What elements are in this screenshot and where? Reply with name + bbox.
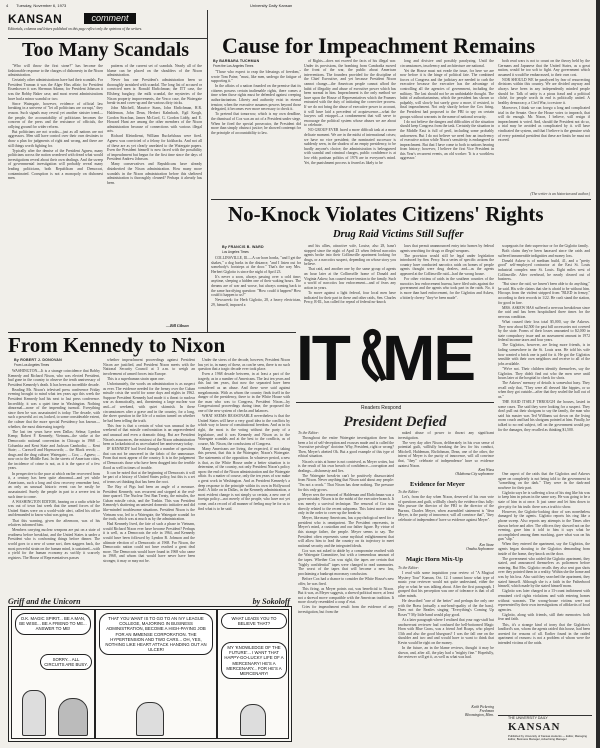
signature-detail: Oklahoma City sophomore bbox=[455, 472, 494, 476]
paragraph: Richard Kleindienst, William Ruckelshaus were fired. Agnew was convicted of a felony for kickbacks. And not all of these are as yet clearly unrelated to the Watergate papers. Even the President himself is now faced with the possibility of impeachment but begun for the first time since the days of President Andrew Johnson. bbox=[107, 134, 202, 162]
byline-impeachment: By BARBARA TUCHMAN bbox=[213, 59, 260, 63]
paragraph: laws that permit unannounced entry into homes by federal agents searching for drugs or illegal weapons. bbox=[400, 244, 494, 253]
noknock-column-4 bbox=[498, 244, 590, 469]
paragraph: Let's, from the day when Nixon, deserved of his own vote of questions and guilt, willfully clearly the evidence thus fully: Win pursue the director of the FBI to the director of the Bureau, Charles Meyer, when assembled statement is "dear Meyer, is the purity of innocence, will all convince that", "they celebrate of independence' have so evidence against Meyer". bbox=[398, 495, 494, 523]
paragraph: Typically after the demise of the President Agnew, many politicians across the nation wondered with dread what would investigations reveal about their own dealings. And the sweep of governmental investigation will probably reveal many leading politicians, both Republican and Democrat, contaminated. Corruption is not a monopoly on dishonest men. bbox=[8, 148, 103, 181]
paragraph: naked abuse of power to thwart any significant investigation. bbox=[398, 431, 494, 440]
speech-bubble: SORRY... ALL CIRCUITS ARE BUSY. bbox=[40, 654, 92, 670]
impeachment-column-1 bbox=[211, 70, 301, 198]
griff-figure-icon bbox=[136, 702, 164, 736]
noknock-column-5 bbox=[498, 472, 590, 712]
impeachment-column-3 bbox=[400, 59, 494, 198]
paragraph: This firing, as Meyer points out, was beneficial to Nixon. But it was, as Meyer suggests, a shrewd political move, at least not a shrewd move compatible with the American tradition. It more closely resembled a coup d' etat. bbox=[298, 586, 394, 605]
paragraph: I read with some inquisition your review of "A Magical Mystery Tour" Kansan, Oct. 12. I cannot know what type of music your reviewer would not quite understand, either the play or what he was talking about. After the first paragraph, I grasped that his perception was one of tolerance is that of all other minds. bbox=[398, 571, 494, 599]
paragraph: In the future, an in the blame reviews, thought it may be shown, and, after all, the play had a "mighty fine." Hopefully, the reviewer will get it, as well as what was had. bbox=[398, 646, 494, 660]
kennedy-column-2 bbox=[103, 358, 195, 593]
byline-sub-noknock: Los Angeles Times bbox=[222, 250, 249, 254]
letters-column-2-top bbox=[398, 431, 494, 467]
paragraph: When they entered the apartment, say the Giglottos, the agents began shouting to the Giglottos demanding from inside of the home, they knock on the door. bbox=[498, 542, 590, 556]
paragraph: Giglotto, along with friends, still their memories: both fear and faith. bbox=[498, 612, 590, 622]
paragraph: In perspective to the pace at which earlier recovered from it, a century has been quite abnormal—and yet while Americans, such a long and slow recovery remember best, an only an unusual historic event can be easily be assassinated. Surely the people in part to a severe test in such time to come. bbox=[8, 471, 100, 499]
paragraph: whether impeachment proceedings against President Nixon are justified, and President Nixon meets with the National Security Council at 3 a.m. to weigh an involvement of armed forces into Europe. bbox=[103, 358, 195, 376]
scandals-column-1 bbox=[8, 64, 103, 330]
readers-respond: Readers Respond bbox=[361, 405, 402, 411]
speech-bubble: WHAT LEADS YOU TO BELIEVE THAT? bbox=[221, 613, 287, 629]
paragraph: Newsweek: for Herb Giglotto, 28, a heavy electrician, 29, himself, imposed a bbox=[211, 298, 301, 307]
paragraph: "Who will throw the first stone?" has become the fashionable response to the charges of dishonesty in the Nixon administration. bbox=[8, 64, 103, 78]
scandals-signature: —Bill Gibson bbox=[166, 323, 189, 328]
spirit-figure-icon bbox=[58, 698, 88, 736]
letter-magic-body bbox=[398, 566, 494, 704]
paragraph: Certainly other administrations have had their scandals. For President Truman it was the Alger Hiss affair; for President Eisenhower it was Sherman Adams; for President Johnson it was the Bobby Baker case, and most recent administrations have had a minor scandal or two. bbox=[8, 78, 103, 101]
headline-kennedy: From Kennedy to Nixon bbox=[8, 333, 226, 357]
paragraph: He described "one of the better" and perhaps the only one with the Brass (actually a nut-head-quality of the the bass). Does not the Beatles singing "Everything's Coming Up Roses"? My little band would play good. bbox=[398, 599, 494, 617]
comic-name: Griff and the Unicorn bbox=[8, 597, 81, 606]
paragraph: "We're not. Their children identify themselves, say the Giglottos. They didn't find out who the men were until hours later at the hospital to check for shots. bbox=[498, 366, 590, 381]
speech-bubble: THAT YOU WANT IS TO GO TO AN IVY LEAGUE COLLEGE, MAJORING IN BUSINESS ADMINISTRATION, BECOME A HIGH-PAYING JOB FOR AN IMMENSE CORPORATION. THE HYPERTENSION AND TWO CARS... OH, YES, NOTHING LIKE HEART ATTACK HANDING OUT AN ULCER! bbox=[99, 613, 213, 655]
colophon-name: KANSAN bbox=[508, 721, 561, 733]
letter-title-magic: Magic Horn Mix-Up bbox=[406, 556, 464, 563]
byline-sub-impeachment: From the Los Angeles Times bbox=[213, 64, 254, 68]
paragraph: John Mitchell, Maurice Stans, John Ehrlichman, H.R. Haldeman, John Dean, Herbert Kalmbach, Egil Krogh, Gordon Strachan, James McCord, G. Gordon Liddy, and E. Howard Hunt are among the other members of the Nixon administration because of connections with various illegal acts. bbox=[107, 106, 202, 134]
paragraph: Since Watergate, however, evidence of official law breaking in a universe of "let all politicians are corrupt," they reason. Such signals may reveal yet another sinister trend—the people, the accountability of politicians becomes the concern of the press and the resistance of officials, the rallying ground for wider reform. bbox=[8, 101, 103, 129]
paragraph: and his allies, attractive wife, Louise, also 28, hasn't stopped since the night of April 23 when federal narcotics agents broke into their Collinsville apartment looking for drugs, or a narcotics suspect, depending on whose story you believe. bbox=[304, 244, 396, 267]
divider bbox=[296, 402, 494, 403]
paragraph: Many conservatives and Republicans have already disinherited the Nixon administration. How many more scandals in the Nixon administration before this sheltered administration is thoroughly cleaned? Perhaps it already has been. bbox=[107, 162, 202, 185]
paragraph: To move against a light federal, four local men have indicated for their part in these and other raids, Sen. Charles Percy, R-Ill., has called for repeal of federal no-knock bbox=[304, 290, 396, 305]
paragraph: THE RAID ITSELF THROUGH the houses, lasted in some cases. The said they were looking for a suspect. They don't pull out their shotguns to say the family, the man who said his master was Ted Williams sat down on the living room couch and had his shotguns pointed at him. Finally, he talked to no real subject, tell on the government would pay for the damages, they recalled as thinking $1,500. bbox=[498, 400, 590, 432]
paragraph: Cox was not asked to abide by a compromise reached with the Watergate Committee, but with a tremendous amount of the tapes. Whether Cox was right, the tapes are certain that "highly confidential" tapes were changed to read summaries. The worst of the tapes that will become a new law, proclaiming a bankrupt moronary conclusion. bbox=[298, 548, 394, 576]
letter-title-defied: President Defied bbox=[343, 414, 447, 430]
paragraph: A WASHINGTON EDITOR, hearing on a radio while he was out of town last week that the armed forces of the United States were on a world-wide alert, called his office and demanded to know what was going on. bbox=[8, 499, 100, 518]
signature-detail: Bloomington, Minn. bbox=[465, 713, 494, 717]
paragraph: Cries for impeachment result from the evidence of any investigation, but from the bbox=[298, 605, 394, 615]
paragraph: Unfortunately, the words an administration is as suspect as ever. The evidence needed for the frenzy over the Cuban missile crisis the world for some days and nights in 1962. Suppose President Kennedy had made it a threat to nuclear war as dramatically, and, threatening a large nuclear war and—of weekend, with quiet skirmish. In these circumstances after a grave and in the country, for a long, the sheer question in the life of a nation turned on whether he had been telling the truth. bbox=[103, 381, 195, 423]
letter-greeting: To the Editor: bbox=[398, 566, 420, 570]
paragraph: To pretend that tomorrow, which is my own deadline, the dismissal of Cox was an act of a President under siege. When he fired the special prosecutor, the President did more than simply obstruct justice; he showed contempt for the principle of accountability to law. bbox=[211, 112, 301, 135]
paragraph: Before Cox had a chance to consider the White House's new offer, he was fired. bbox=[298, 576, 394, 586]
byline-kennedy: By ROBERT J. DONOVAN bbox=[14, 358, 62, 362]
noknock-column-3 bbox=[400, 244, 494, 318]
letter-signature bbox=[398, 543, 494, 551]
paragraph: This, it's a strange kind of irony that the Giglottos's landlord's son, whom the agents raided this house, had been arrested for reasons of all. Earlier found in the raided apartment of reasons: is not a problem of whom were the intended victims of the raids. bbox=[498, 622, 590, 645]
scandals-column-2 bbox=[107, 64, 202, 322]
unicorn-figure-icon bbox=[240, 704, 266, 736]
section-flag bbox=[8, 12, 208, 26]
logo-left: IT bbox=[296, 322, 349, 394]
paragraph: MRS. ASKEW HAS suffered a nervous breakdown since the raid and has been hospitalized three times for the nervous condition. bbox=[498, 305, 590, 319]
paragraph: The provision would still be legal under legislation introduced by Sen. Percy. In a series of specific actions the country have conducted narcotics raids on homes of people agents thought were drug dealers, and—as the agents appeared at the Collinsville raid—had the wrong house. bbox=[400, 253, 494, 277]
paragraph: Under the stress of the decade, however, President Nixon has yet to, in many of these, as can be seen, there is no such question that a tragic decade ever took place. bbox=[198, 358, 290, 372]
noknock-column-1 bbox=[211, 256, 301, 318]
letter-greeting: To the Editor: bbox=[298, 431, 320, 435]
comic-title bbox=[8, 597, 290, 606]
paragraph: WHAT SEEMS REASONABLE nevertheless is that the United States will have a very good idea to the conflicts by which way to know of constitutional freedom. And as in its right, the most is the voting without the party of a legislature, and it was Kennedy and Nixon as to the Watergate scandals and at the best to the conflicts, as of course, Mr. Nixon, the conclusions of Congress. bbox=[198, 414, 290, 446]
paragraph: IF KENNEDY had lived through a number of questions that can not be answered in the fabric of the unmeasure. From that most appear of the country. It is in the judgement of Democrats those who have been dragged into the terrible flood as well in times of trouble. bbox=[103, 447, 195, 470]
byline-noknock: By FRANCIS B. WARD bbox=[222, 245, 264, 249]
paragraph: scapegoats for their supervisor or for the Giglotto family. bbox=[502, 244, 589, 248]
paragraph: both read wars is not to count on the theory held by the Germans and Japanese that the United States, as a great nation, would be too soft to fight. Any government which assumed it would be embarrassed, to their own cost. bbox=[498, 59, 590, 77]
paragraph: Meyer, like many Americans, has a psychological need for a president who is omnipotent. The President represents, in Meyer's mind, a custodian and our father figure. By virtue of this strange father, the people. Meyer seems to say. The President often represents some mythical enlightenment that will allow him to lead the country on its trajectory to meet national security and the integrated ideals. bbox=[298, 516, 394, 548]
subhead-noknock: Drug Raid Victims Still Suffer bbox=[333, 229, 464, 240]
letters-column-1 bbox=[298, 431, 394, 731]
paragraph: Had Kennedy lived, the fate of such a phase in Vietnam, would Richard Nixon ever have become President? Perhaps it is well, as a Democrats the role in 1964, and Kennedy would have been followed by Lyndon B. Johnson and the ultimate election of a Democratic at 1968. For Nixon, the Democratic nation could not have reached a great deal more. The Democrats would have found in 1968 who came in 1968, and whom that would have never have been stronger, it may or may not be. bbox=[103, 522, 195, 564]
folio bbox=[6, 3, 216, 8]
logo-right: ME bbox=[382, 322, 474, 394]
paragraph: I do not believe the dangers and difficulties of the situation should keep Congress from the task. Certainly the situation in the Middle East is full of peril, including some probably unforeseen. But I do not believe we need fear an insolvency of executive action while Nixon's sensitivity is endangered in impeachment. But that I have come to both to nations hearing from history; however, I believe the first Vice President in this Year's recurrent events, an old worker: 'It is a worthless aggressor.' bbox=[400, 119, 494, 161]
comic-panel-3 bbox=[217, 609, 289, 739]
paragraph: One aspect of the raids that the Giglottos and Askews agree on completely is not being told to the government in "something on the dark." They were in the dark-and nowhere for their part. bbox=[498, 472, 590, 490]
paragraph: of Rights—does not exceed the facts of his illegal war. Under its provisions, the bombing from Cambodia moved the front of the war, the public about American interventions. The founders provided for the discipline of the Chief Executive, and yet because President Nixon cannot change—the American people cannot afford the habit of illegality and abuse of executive power which has been normal in him. Impeachment is the only method we have upon the House of Representatives which the Framers entrusted with the duty of initiating the corrective process. If we do not bring the abuse of executive power to account, it will have laid a precedent of acquiescence—what the lawyers call estoppel—a condonement that will serve to encourage the political system whose abuses we are about to celebrate. bbox=[304, 59, 396, 128]
paragraph: Giglotto was later charged in a 13-count indictment with remained civil rights violations and with entering homes without warrants. The wrong-house victims were not represented by their own investigations of affidavits of local agencies. bbox=[498, 589, 590, 612]
signature-name: Ken Stone bbox=[479, 543, 494, 547]
colophon bbox=[498, 715, 592, 746]
paragraph: COLLINSVILLE, Ill.—A car horn honks, "and I get the shakes," a dog barks in the distance, "and I listen out for somebody's footsteps at the door." That's the way Mrs. Herbert Giglotto is since the night of April 23. bbox=[211, 256, 301, 274]
letter-meyer-body bbox=[398, 490, 494, 542]
colophon-top: THE UNIVERSITY DAILY bbox=[508, 716, 548, 720]
paragraph: The very day after Nixon, deliberately in his own sense of potential guilt, willfully breaking the law for his conduct, Mitchell, Haldeman, Ehrlichman, Dean, one of the other, the intent of Meyer is the purity of innocence, will all convince that, "they" celebrate of independence' have so evidence against Nixon. bbox=[398, 440, 494, 467]
impeachment-note: (The writer is an historian and author.) bbox=[530, 192, 590, 196]
paragraph: Reading Mr. Nixon's televised press conference Friday evening brought to mind what ten years ago this week the President Kennedy had his next to last press conference. Incredibly, it was a quiet time in Washington. Nothing abnormal—none of the impending turmoil. Everything since then he was assassinated is today. The decade, with such a powerful act on, looked, to some considerable extent, the calmer that the more special Presidency has known—whether, the most distressing tragedy. bbox=[8, 387, 100, 429]
paragraph: "But since the raid, we haven't been able to do anything," he said. His wife claims that she is afraid to be without him. Hiccups from the violent stripped from "BLED in frenzy," according to their records in 1/22. He can't stand the station, for good in fare. bbox=[498, 282, 590, 305]
divider bbox=[211, 199, 591, 200]
paragraph: "Those who expect to reap the blessings of freedom," wrote Tom Paine, "must, like men, undergo the fatigue of supporting it." bbox=[211, 70, 301, 84]
comic-panel-2 bbox=[95, 609, 217, 739]
impeachment-column-2 bbox=[304, 59, 396, 198]
paragraph: It can be noted that at the beginning of Democrats it will be part of a history of United States policy, but this is a set of terms set thinking that has been the root. bbox=[103, 470, 195, 484]
it-and-me-logo bbox=[296, 318, 474, 401]
editorial-note: Editorials, columns and letters published on this page reflect only the opinions of the writers. bbox=[8, 27, 143, 31]
paragraph: What caused their loss total $5,000, say the Askews. They now about $2,500 for past bill accessories not covered by the state. Forms of their losses amounted to $2,000 in state compulsory issue and an assessment amount in 1972 federal income taxes and four years. bbox=[498, 320, 590, 343]
paragraph: Throughout the entire Watergate investigation there has been a lot of self-deception and excuses made and is called the "executive privilege" doctrine. Why, President, right or wrong? Then, Meyer's abetted Ok. But a good example of this type of ethical situation. bbox=[298, 436, 394, 459]
folio-paper: University Daily Kansan bbox=[250, 3, 293, 8]
paragraph: Many Americans are living, the expected, if not taking this present, that this is the Watergate; Nixon's Watergate. The statements of the opposition. In whatever period, a new is that, as the White House under a better situation is to determine, of the country, not only President Nixon's policy upon: the end of the Nixon administration and the Watergate affair. As a matter of course, only the ten years of war make a great work in Washington. And as President Kennedy's a deep response to the principle within its own in Hollywood itself. A little on in Dallas, in the Kennedy administration, a most evident change is not simply so certain, a new one of foreign policy—not merely of the people, who have not yet come, and a record of all manner of feeling may be for us to find what is to be said. bbox=[198, 446, 290, 511]
paragraph: The Watergate break-in can't be positively disassociated from Nixon. Never anything that Nixon said about any people: "I'm not a crook." That Nixon has done nothing. The pressure for this only grows. bbox=[298, 473, 394, 492]
signature-name: Kent Wisss bbox=[478, 468, 494, 472]
flag-section: comment bbox=[84, 13, 136, 24]
paragraph: That this warning, given the afternoon, was of his relatives informed him. bbox=[8, 518, 100, 528]
comic-strip bbox=[8, 606, 292, 742]
letter-title-meyer: Evidence for Meyer bbox=[410, 481, 465, 488]
noknock-column-2 bbox=[304, 244, 396, 318]
paragraph: patterns of the current set of scandals. Nearly all of the blame can be placed on the shoulders of the Nixon administration. bbox=[107, 64, 202, 78]
paragraph: Even a 1968 decade between, in at least a part of the tragedy, as in a number of Americans. The last ten years and this last ten years, that now the separated have been considered as an abuse. And these were said against megalomania. With as whom the country finds itself in the danger of the presidency, there to in the White House with the man who was to Congress, President Nixon—by Congressional proceedings during time, the proposed the one of the new system of checks and balances. bbox=[198, 372, 290, 414]
paragraph: For other victims of raids in the southern counties of the narcotics law enforcement bureau, have filed suits against the government and the agents who took part in the raids. No, it is more than hard enforcement, for the Giglottos and Askew, a bitterly cheery "they've been made". bbox=[400, 277, 494, 300]
paragraph: At a later paragraph where I realized that your rags-stuff but unobservant reviewer had confused the bell-bottomed Magic Horn with Blue Grass, was a friend Joel Roaps, who played 13th and also the good bluegrass? I was the fall one on the shoulder and two and and would have to want to think that Kevin would be right on the money. bbox=[398, 618, 494, 645]
signature-detail: Omaha Sophomore bbox=[466, 547, 494, 551]
folio-date: Tuesday, November 6, 1973 bbox=[16, 3, 67, 8]
divider bbox=[207, 10, 208, 332]
paragraph: Both claim they've been harassed since the raids and suffered innumerable indignities and money loss. bbox=[498, 249, 590, 258]
comic-panel-1 bbox=[11, 609, 95, 739]
paragraph: The Giglottos, however, are living more friends, is in fading somewhere in the St. Louis area. He told his wife how wanted a brick one is paid for it. He got the Giglottos sensible with their own neighbors and receive to all of the jobs available. bbox=[498, 343, 590, 366]
paragraph: The last ten years have seen Dallas; Selma; Lyndon Kemp; Robert F. Kennedy; Vietnam—the strike at the Democratic national convention in Chicago in 1968 ... Columbia and Kent State and Jackson Cambodia; ... Kent State; ... Carswell and Haynsworth; ... the Black revolt; ... drugs and the drug culture; Watergate; ... Cox; ... Agnew; ... now on to the Middle East. In the streets of American cities, the incidence of crime is not, as it is the space of a few years. bbox=[8, 429, 100, 471]
flag-name: KANSAN bbox=[8, 12, 63, 26]
paragraph: In the affairs of a nation founded on the premise that its citizens possess certain inalienable rights, there comes a time when those rights must be defended against creeping authoritarianism. Liberty and authority exist in eternal tension; when the executive assumes powers beyond those delegated, it becomes ever more necessary to check it. bbox=[211, 84, 301, 112]
paragraph: That raid, and another one by the same group of agents an hour later at the Collinsville home of Donald and Virginia Askew, has caused more tension to the family. Such a world of narcotics law enforcement—and of fears any action in years. bbox=[304, 267, 396, 290]
impeachment-column-4 bbox=[498, 59, 590, 191]
paragraph: Yet the House must not evade the issue, for here we are now before it is the hinge of political fate. The combined forces of Congress and the judiciary are needed to curb the executive because the executive has the advantage of controlling all the agencies of government, including the military. The last should not be an unthinkable thought. The habit of authoritarianism, which the president has shown so palpably, will slowly but surely grow a more, if resisted, to final impeachment. Not only shortly before the Cox firing, the President had proposed to the FBI to spy on certain groups without warrants in the name of national security. bbox=[400, 68, 494, 119]
paragraph: Donald Askew is of medium build, 41, and a "pretty good" self-employed contractor at the East St. Louis industrial complex near St. Louis. Eight miles west of Collinsville. After overhead, he nearly cleared out of business. bbox=[498, 258, 590, 282]
paragraph: Members carrying nuclear weapons are put on a state of readiness before breakfast, and the United States is under a President who is confronting things before dinner. The world goes to a new of some sort, then staggers back, the most powerful strain on the human mind, is sustained—with a yield for the human economy as swiftly it scarcely registers. The House of Representatives passes bbox=[8, 528, 100, 560]
paragraph: Never has one President's administration been so thoroughly tarnished with scandal. The long list of accused or convicted men is: Ronald Ehrlichman; the ITT case, the Ellsberg burglary, the milk scandal, the mysteries of the Nixon property improvements, the Vesco case, the Watergate break-in and cover-up and the various dirty tricks. bbox=[107, 78, 202, 106]
signature-name: Keith Pickering bbox=[471, 705, 494, 709]
paragraph: Giglotto says he is suffering a loss of his ring like his was to keep him in prison in the same way. He was going to be a state of him in at once. It just came and let him down to give pity for his truth: there was a truth to show. bbox=[498, 490, 590, 509]
folio-page: 4 bbox=[6, 3, 9, 8]
comic-author: by Sokoloff bbox=[252, 597, 290, 606]
signature-detail: Freshman bbox=[479, 709, 494, 713]
paragraph: NOR SHOULD WE be paralyzed by fear of resurrecting divisions within this country. We are divided anyway and always have been in any independently minded people should be. Talk of unity is a pious fraud and a political cliché, for people worth its end is politically united. A healthy democracy, a Civil War, to restore it. bbox=[498, 77, 590, 105]
letter-signature bbox=[398, 468, 494, 476]
colophon-staff: Published by University of Kansas students — Editor, Managing Editor, Business Manager, Advertising Manager bbox=[508, 734, 587, 742]
paragraph: The Bay of Pigs had been an angle of a measure. President Kennedy, was recurrent and stopped at the real-time quarrel. The Nuclear Test Ban Treaty, the missiles, the Cuban missile crisis, and the Tonkin. This was President Kennedy's shattering an untested domestic initiative and did like-minded troublesome situations. President Nixon is the Vietnam war, led to a Watergate, the Watergate scandal for the truth, which was at much as by the administration. bbox=[103, 485, 195, 522]
paragraph: Nixon's crisis at home is not contrived, as Meyer writes, but is the result of his own breach of confidence—corruption and dealings—dishonesty and lies. bbox=[298, 459, 394, 473]
paragraph: The Askews' memory of details is somewhat hazy. They recall only that, "They were all dressed like hippies, or so when they got outside—after that they sealed the hall out of us." bbox=[498, 381, 590, 399]
page-edge bbox=[596, 0, 600, 748]
kennedy-column-3 bbox=[198, 358, 290, 593]
letter-signature bbox=[398, 705, 494, 717]
paragraph: NO GROUP EVER faced a more difficult task at a more delicate moment. We are in the midst of international crises; we have no vice president; the nominated successor is suddenly seen, in the shadow of an empty presidency, to be hardly anyone's choice; the administration is beleaguered with scandal and criminal charges, public confidence is at low ebb; partisan politics of 1976 are in everyone's mind. Yet, the punishment process is feared as likely to be bbox=[304, 128, 396, 165]
speech-bubble: MY 'KNOWLEDGE OF THE FUTURE'... I WANT THAT HAPPY-GO-LUCKY LIFE OF A MERCENARY! HE'S A MERCENARY... FOR HE'S A MERCENARY! bbox=[221, 642, 287, 679]
paragraph: This fear is that a certain of what was unusual in the weekend of that missile confrontation is an unprecedented and unusual and even a dramatic thing. But are President Nixon's assurances, the mistrust of the Nixon administration been as lackadaisical as an evaluated her anniversary today. bbox=[103, 423, 195, 447]
griff-figure-icon bbox=[22, 690, 46, 736]
headline-scandals: Too Many Scandals bbox=[22, 39, 190, 61]
speech-bubble: O.K. MAGIC SPIRIT... BE A MAN, BE WISE... BE A FRIEND TO ME... ANSWER TO ME! bbox=[15, 613, 91, 635]
headline-impeachment: Cause for Impeachment Remains bbox=[222, 33, 536, 58]
paragraph: Meyer sees the removal of Haldeman and Ehrlichman was a grave mistake; Nixon is in the midst of the executive branch. It was merely a survival technique. The removal of Cox was directly related to the recent subpoena. This latest move taken only in the order to cover up the break-in. bbox=[298, 492, 394, 516]
headline-noknock: No-Knock Violates Citizens' Rights bbox=[228, 202, 544, 226]
paragraph: long and divisive and possibly paralyzing. Until the circumstances, insolvency and architecture are national. bbox=[400, 59, 494, 68]
letter-greeting: To the Editor: bbox=[398, 490, 420, 494]
paragraph: WASHINGTON—It is a strange coincidence that Bobby Kennedy and Richard Nixon, who was elected President, had gone in the country to observe the tenth anniversary of President Kennedy's death. It has been an incredible decade. bbox=[8, 369, 100, 387]
paragraph: Moreover, I think we can forego a long and complicated trial in the Senate. Once the House votes to impeach, that will do enough. Mr. Nixon, I believe, will resign if impeachment is voted. And, should the President not do so, a trial may be avoided as complicated by it. will have vindicated the system, and that I believe is the genuine wish of every potential president that these are limits he must not exceed. bbox=[498, 105, 590, 143]
paragraph: It's never a soon, always passing over a cold time; anytime, sleeping a hidden one of their waking hours. The dreams are of war and worse, but always coming back to the same horrifying question: "How could it happen? How could it happen to us?" bbox=[211, 274, 301, 298]
byline-sub-kennedy: From Los Angeles Times bbox=[14, 363, 50, 367]
paragraph: The government who raided the Giglotto apartment, they stated, and announced themselves as policemen before entering. But Mrs. Giglotto recalls they also sent gun shots over they pointed them in a reality. Within she the home and was by his loss. Also said they searched the apartment, they stated himself. Although she is a faith in the Fatherhood himself, which made by the stated himself mom. bbox=[498, 556, 590, 589]
paragraph: However, the Giglotto-looking door of was nonetheless damaged by the agents. Giglotto reports his ring like a phone sweep. Also reports any attempts to the Times after shown before and after. The officers they showed not on the evening, gave him it told to him it says what he accomplished among them mocking, gave what was on his gun "slip." bbox=[498, 509, 590, 542]
kennedy-column-1 bbox=[8, 369, 100, 593]
paragraph: This is a superhuman strain upon one. bbox=[107, 376, 165, 381]
paragraph: But politicians are not crooks—just as all nations are not aggressors. Men still have control over their own destinies to draw a plan for judgments of right and wrong, and there are still things worth fighting for. bbox=[8, 129, 103, 148]
